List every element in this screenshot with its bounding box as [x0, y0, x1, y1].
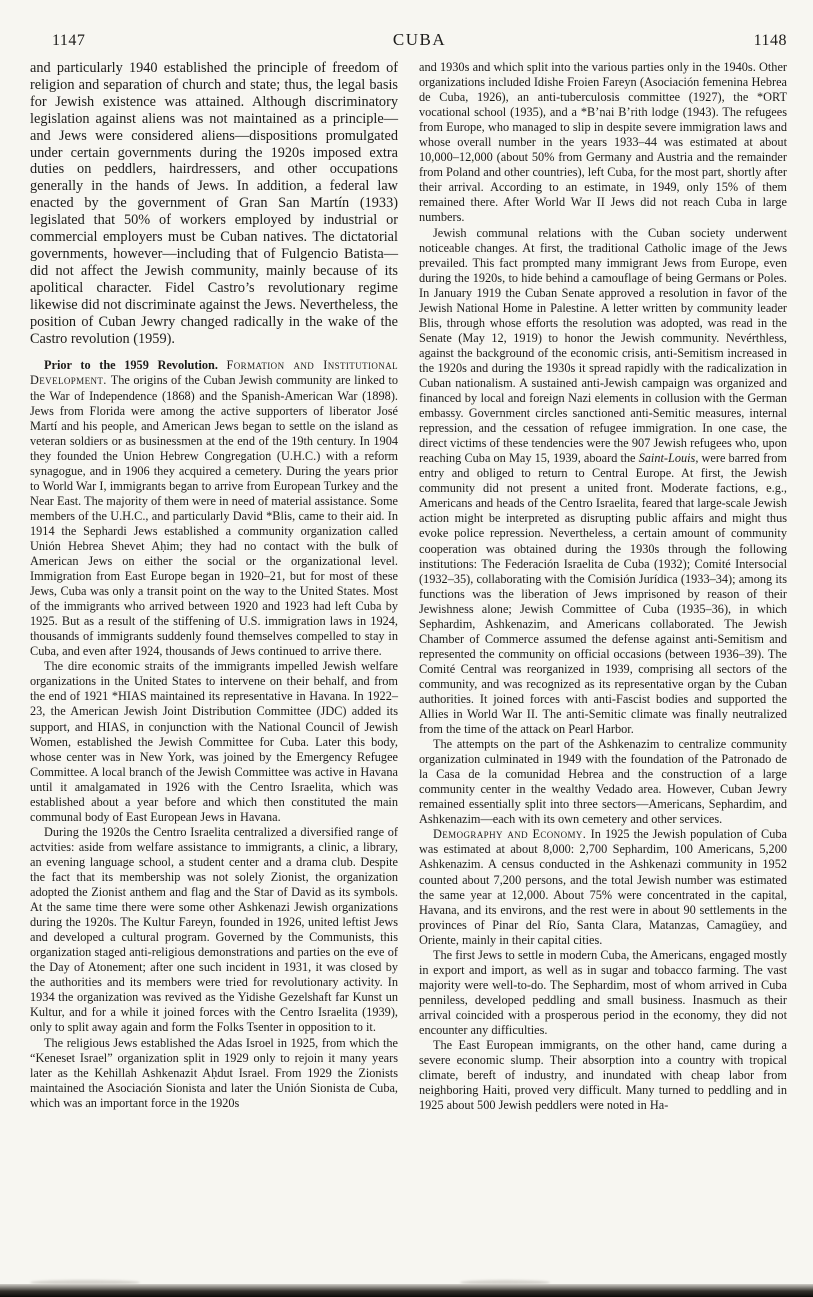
text-run-normal: were barred from entry and obliged to return to Central Europe. At first, the Jewish community did not present a united front. Moderate factions, e.g., Americans and heads of the Centro Israelita, feared that large-scale Jewish action might be interpreted as disrupting public affairs and might thus evoke police repression. Nevertheless, a certain amount of community cooperation was obtained during the 1930s through the following institutions: The Federación Israelita de Cuba (1932); Comité Intersocial (1932–35), collaborating with the Comisión Jurídica (1933–34); among its functions was the liberation of Jews imprisoned by reason of their Jewishness alone; Jewish Committee of Cuba (1935–36), in which Sephardim, Ashkenazim, and Americans collaborated. The Jewish Chamber of Commerce assumed the defense against anti-Semitism and represented the community on official occasions (between 1936–39). The Comité Central was reorganized in 1939, comprising all sectors of the community, and was recognized as its representative organ by the Cuban authorities. It joined forces with anti-Fascist bodies and supported the Allies in World War II. The anti-Semitic climate was finally neutralized from the time of the attack on Pearl Harbor.: [419, 451, 787, 737]
left-column-number: 1147: [52, 32, 86, 49]
text-run-normal: The religious Jews established the Adas Isroel in 1925, from which the “Keneset Israel” organization split in 1929 only to rejoin it many years later as the Kehillah Ashkenazit Aḥdut Israel. From 1929 the Zionists maintained the Asociación Sionista and later the Unión Sionista de Cuba, which was an important force in the 1920s: [30, 1035, 398, 1110]
paragraph: [30, 1036, 398, 1111]
right-column: [419, 60, 787, 1113]
text-run-normal: The attempts on the part of the Ashkenazim to centralize community organization culminated in 1949 with the foundation of the Patronado de la Casa de la comunidad Hebrea and the construction of a large community center in the wealthy Vedado area. However, Cuban Jewry remained essentially split into three sectors—Americans, Sephardim, and Ashkenazim—each with its own cemetery and other services.: [419, 737, 787, 827]
text-run-normal: The first Jews to settle in modern Cuba, the Americans, engaged mostly in export and import, as well as in sugar and tobacco farming. The vast majority were well-to-do. The Sephardim, most of whom arrived in Cuba penniless, developed peddling and small business. Inasmuch as their arrival coincided with a prosperous period in the economy, they did not encounter any difficulties.: [419, 947, 787, 1037]
paragraph: [419, 1038, 787, 1113]
text-run-normal: Jewish communal relations with the Cuban society underwent noticeable changes. At first, the traditional Catholic image of the Jews prevailed. This fact prompted many immigrant Jews from Europe, even during the 1920s, to hide behind a camouflage of being Germans or Poles. In January 1919 the Cuban Senate approved a resolution in favor of the Jewish National Home in Palestine. A letter written by community leader Blis, through whose efforts the resolution was adopted, was read in the Senate (May 12, 1919) to honor the Jewish community. Nevérthless, against the background of the economic crisis, anti-Semitism increased in the 1920s and during the 1930s it spread rapidly with the radicalization in Cuban nationalism. A sustained anti-Jewish campaign was organized and financed by local and foreign Nazi elements in collusion with the German embassy. Government circles sanctioned anti-Semitic measures, internal repression, and the cessation of refugee immigration. In one case, the direct victims of these tendencies were the 907 Jewish refugees who, upon reaching Cuba on May 15, 1939, aboard the: [419, 225, 787, 466]
text-columns: [30, 60, 787, 1113]
article-title: CUBA: [392, 30, 447, 49]
text-run-normal: The origins of the Cuban Jewish community are linked to the War of Independence (1868) and the Spanish-American War (1898). Jews from Florida were among the active supporters of liberator José Martí and his people, and American Jews began to settle on the island as veteran soldiers or as businessmen at the end of the 19th century. In 1904 they founded the Union Hebrew Congregation (U.H.C.) with a reform synagogue, and in 1906 they acquired a cemetery. During the years prior to World War I, immigrants began to arrive from European Turkey and the Near East. The majority of them were in need of material assistance. Some members of the U.H.C., and particularly David *Blis, came to their aid. In 1914 the Sephardi Jews established a community organization called Unión Hebrea Shevet Aḥim; they had no contact with the bulk of American Jews on either the social or the organizational level. Immigration from East Europe began in 1920–21, but for most of these Jews, Cuba was only a transit point on the way to the United States. Most of the immigrants who arrived between 1920 and 1923 had left Cuba by 1925. But as a result of the stiffening of U.S. immigration laws in 1924, thousands of immigrants suddenly found themselves compelled to stay in Cuba, and even after 1924, thousands of Jews continued to arrive there.: [30, 373, 398, 659]
paragraph: [30, 60, 398, 347]
paragraph: [419, 948, 787, 1038]
paragraph: [419, 226, 787, 738]
text-run-italic: Saint-Louis,: [638, 451, 699, 466]
text-run-normal: During the 1920s the Centro Israelita centralized a diversified range of actvities: aside from welfare assistance to immigrants, a clinic, a library, an evening language school, a student center and a drama club. Despite the fact that its membership was not solely Zionist, the organization adopted the Zionist anthem and flag and the Star of David as its symbols. At the same time there were some other Ashkenazi Jewish organizations during the 1920s. The Kultur Fareyn, founded in 1926, united leftist Jews and developed a cultural program. Governed by the Communists, this organization staged anti-religious demonstrations and parties on the eve of the Day of Atonement; after one such incident in 1931, it was closed by the authorities and its members were tried for revolutionary activity. In 1934 the organization was revived as the Yidishe Gezelshaft far Kunst un Kultur, and for a while it joined forces with the Centro Israelita (1939), only to split away again and form the Folks Tsenter in opposition to it.: [30, 824, 398, 1035]
text-run-normal: and particularly 1940 established the principle of freedom of religion and separation of church and state; thus, the legal basis for Jewish existence was attained. Although discriminatory legislation against aliens was not maintained as a principle—and Jews were considered aliens—dispositions promulgated under certain governments during the 1920s imposed extra duties on peddlers, hairdressers, and other occupations generally in the hands of Jews. In addition, a federal law enacted by the government of Gran San Martín (1933) legislated that 50% of workers employed by industrial or commercial employers must be Cuban natives. The dictatorial governments, however—including that of Fulgencio Batista—did not affect the Jewish community, mainly because of its apolitical character. Fidel Castro’s revolutionary regime likewise did not discriminate against the Jews. Nevertheless, the position of Cuban Jewry changed radically in the wake of the Castro revolution (1959).: [30, 60, 398, 347]
text-run-bold: Prior to the 1959 Revolution.: [44, 358, 227, 373]
paragraph: [419, 737, 787, 827]
paragraph: [419, 60, 787, 226]
paragraph: [30, 659, 398, 825]
page-header: [52, 30, 787, 50]
paragraph: [30, 358, 398, 659]
right-column-number: 1148: [753, 32, 787, 49]
text-run-normal: In 1925 the Jewish population of Cuba was estimated at about 8,000: 2,700 Sephardim, 100 Americans, 5,200 Ashkenazim. A census conducted in the Ashkenazi community in 1952 counted about 7,200 persons, and the total Jewish number was estimated the same year at 12,000. About 75% were concentrated in the capital, Havana, and its environs, and the rest were in about 90 settlements in the provinces of Pinar del Río, Santa Clara, Matanzas, Camagüey, and Oriente, mainly in their capital cities.: [419, 827, 787, 947]
text-run-smallcaps: Formation and Institutional Development.: [30, 358, 398, 388]
text-run-smallcaps: Demography and Economy.: [433, 827, 591, 842]
paragraph: [30, 825, 398, 1036]
scan-edge-artifact: [0, 1284, 813, 1297]
text-run-normal: and 1930s and which split into the various parties only in the 1940s. Other organizations included Idishe Froien Fareyn (Asociación femenina Hebrea de Cuba, 1926), an anti-tuberculosis committee (1927), the *ORT vocational school (1935), and a *B’nai B’rith lodge (1943). The refugees from Europe, who managed to slip in despite severe immigration laws and whose overall number in the years 1933–44 was estimated at about 10,000–12,000 (about 50% from Germany and Austria and the remainder from Poland and other countries), left Cuba, for the most part, shortly after their arrival. According to an estimate, in 1949, only 15% of them remained there. After World War II Jews did not reach Cuba in large numbers.: [419, 60, 787, 225]
left-column: [30, 60, 398, 1113]
text-run-normal: The dire economic straits of the immigrants impelled Jewish welfare organizations in the United States to intervene on their behalf, and from the end of 1921 *HIAS maintained its representative in Havana. In 1922–23, the American Jewish Joint Distribution Committee (JDC) added its support, and HIAS, in conjunction with the National Council of Jewish Women, established the Jewish Committee for Cuba. Later this body, whose center was in New York, was joined by the Emergency Refugee Committee. A local branch of the Jewish Committee was active in Havana until it amalgamated in 1926 with the Centro Israelita, which was established about a year before and which then constituted the main communal body of East European Jews in Havana.: [30, 659, 398, 824]
text-run-normal: The East European immigrants, on the other hand, came during a severe economic slump. Their absorption into a country with tropical climate, bereft of industry, and inundated with cheap labor from neighboring Haiti, proved very difficult. Many turned to peddling and in 1925 about 500 Jewish peddlers were noted in Ha-: [419, 1038, 787, 1113]
paragraph: [419, 827, 787, 947]
